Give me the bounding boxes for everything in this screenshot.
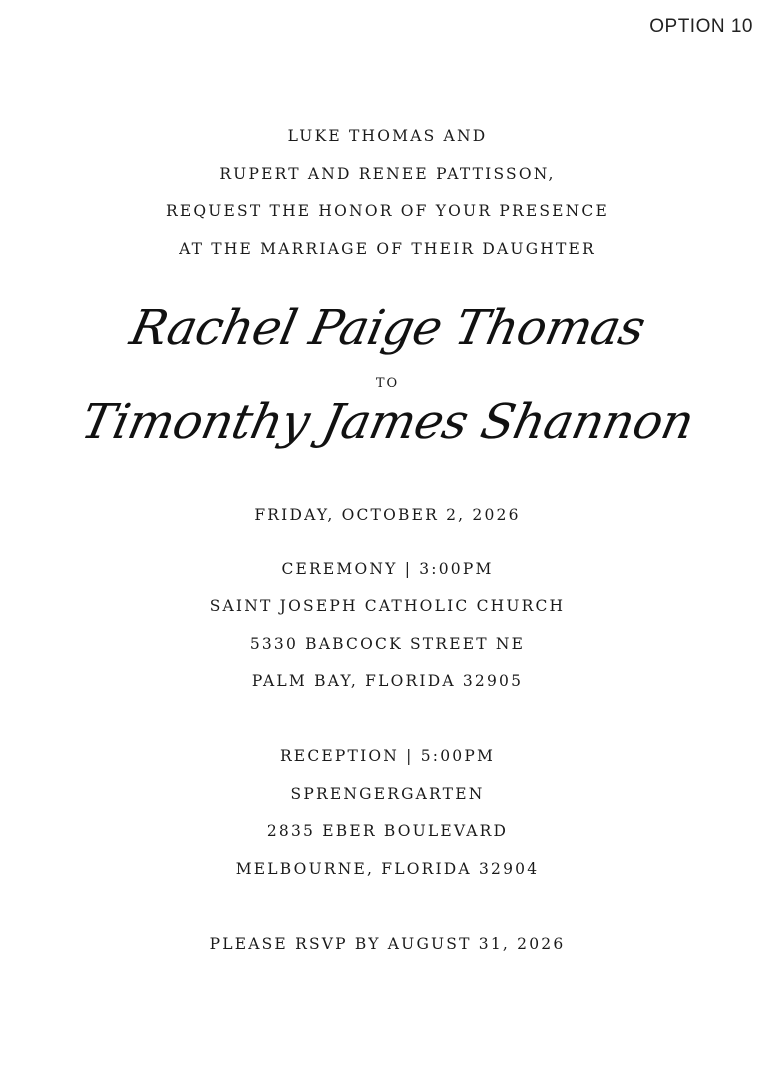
option-label: OPTION 10 — [649, 16, 753, 37]
host-line-2: RUPERT AND RENEE PATTISSON, — [219, 165, 556, 183]
ceremony-city: PALM BAY, FLORIDA 32905 — [251, 672, 524, 690]
bride-name: Rachel Paige Thomas — [125, 300, 650, 356]
ceremony-street: 5330 BABCOCK STREET NE — [249, 635, 526, 653]
ceremony-time: CEREMONY | 3:00PM — [281, 560, 494, 578]
ceremony-venue: SAINT JOSEPH CATHOLIC CHURCH — [209, 597, 566, 615]
host-line-1: LUKE THOMAS AND — [287, 127, 488, 145]
reception-city: MELBOURNE, FLORIDA 32904 — [235, 860, 540, 878]
rsvp-line: PLEASE RSVP BY AUGUST 31, 2026 — [209, 935, 566, 953]
reception-time: RECEPTION | 5:00PM — [279, 747, 496, 765]
groom-name: Timonthy James Shannon — [76, 394, 699, 450]
connector-to: TO — [375, 376, 400, 391]
wedding-date: FRIDAY, OCTOBER 2, 2026 — [254, 506, 521, 524]
reception-street: 2835 EBER BOULEVARD — [266, 822, 509, 840]
host-line-4: AT THE MARRIAGE OF THEIR DAUGHTER — [179, 240, 596, 258]
reception-venue: SPRENGERGARTEN — [290, 785, 485, 803]
host-line-3: REQUEST THE HONOR OF YOUR PRESENCE — [165, 202, 610, 220]
